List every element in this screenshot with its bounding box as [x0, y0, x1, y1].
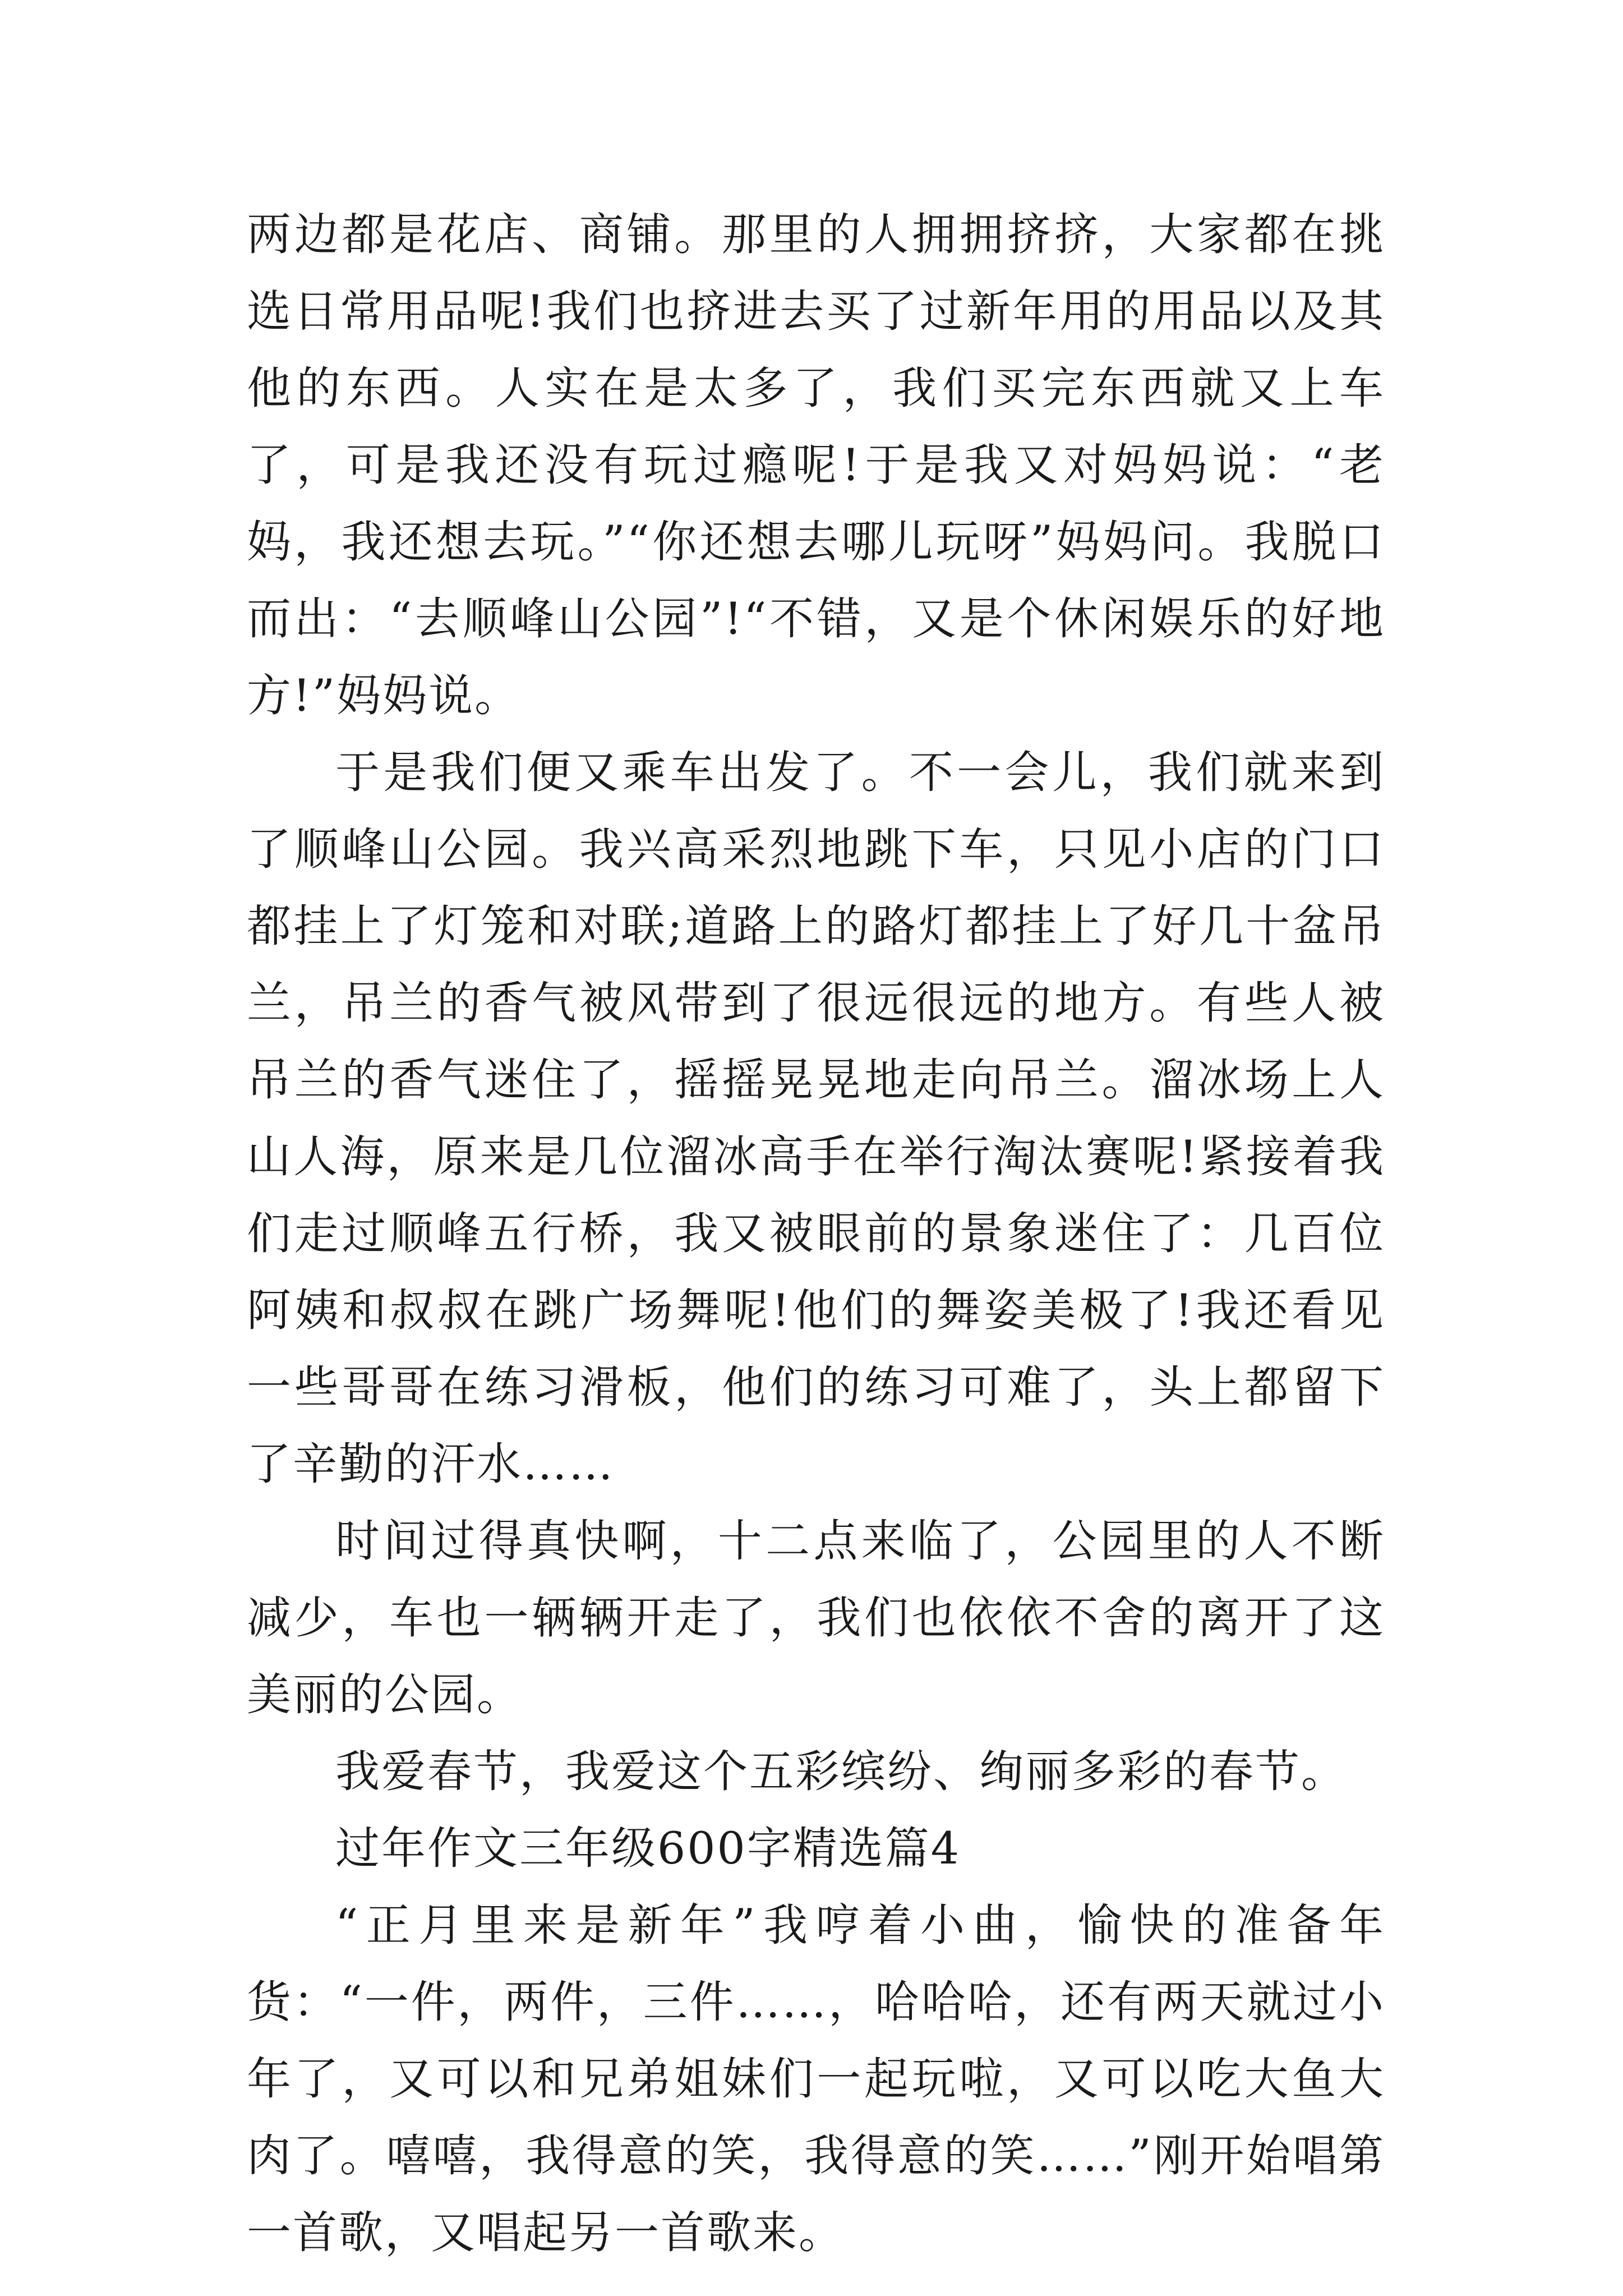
paragraph-3: 时间过得真快啊，十二点来临了，公园里的人不断减少，车也一辆辆开走了，我们也依依不舍的离开了这美丽的公园。	[247, 1515, 1385, 1720]
paragraph-4: 我爱春节，我爱这个五彩缤纷、绚丽多彩的春节。	[335, 1746, 1347, 1797]
paragraph-5: “正月里来是新年”我哼着小曲，愉快的准备年货：“一件，两件，三件……，哈哈哈，还有两天就过小年了，又可以和兄弟姐妹们一起玩啦，又可以吃大鱼大肉了。嘻嘻，我得意的笑，我得意的笑……”刚开始唱第一首歌，又唱起另一首歌来。	[247, 1899, 1385, 2258]
paragraph-1: 两边都是花店、商铺。那里的人拥拥挤挤，大家都在挑选日常用品呢!我们也挤进去买了过新年用的用品以及其他的东西。人实在是太多了，我们买完东西就又上车了，可是我还没有玩过瘾呢!于是我又对妈妈说：“老妈，我还想去玩。”“你还想去哪儿玩呀”妈妈问。我脱口而出：“去顺峰山公园”!“不错，又是个休闲娱乐的好地方!”妈妈说。	[247, 209, 1385, 721]
section-heading: 过年作文三年级600字精选篇4	[335, 1823, 961, 1874]
paragraph-2: 于是我们便又乘车出发了。不一会儿，我们就来到了顺峰山公园。我兴高采烈地跳下车，只见小店的门口都挂上了灯笼和对联;道路上的路灯都挂上了好几十盆吊兰，吊兰的香气被风带到了很远很远的地方。有些人被吊兰的香气迷住了，摇摇晃晃地走向吊兰。溜冰场上人山人海，原来是几位溜冰高手在举行淘汰赛呢!紧接着我们走过顺峰五行桥，我又被眼前的景象迷住了：几百位阿姨和叔叔在跳广场舞呢!他们的舞姿美极了!我还看见一些哥哥在练习滑板，他们的练习可难了，头上都留下了辛勤的汗水……	[247, 747, 1385, 1490]
essay-body	[247, 196, 1385, 2271]
